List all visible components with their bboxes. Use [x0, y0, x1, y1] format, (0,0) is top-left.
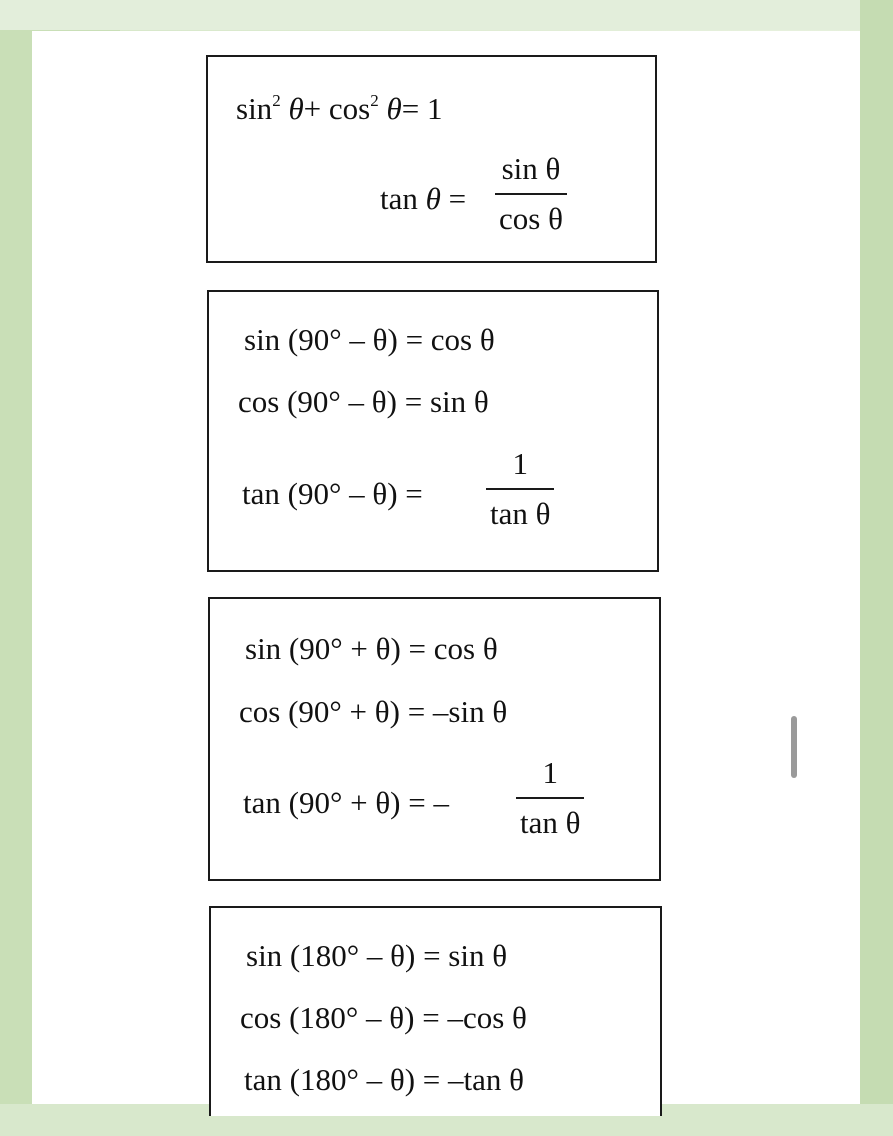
theta-symbol: θ — [386, 91, 402, 126]
sin-90-plus-identity: sin (90° + θ) = cos θ — [245, 631, 498, 666]
tan-180-minus-identity: tan (180° – θ) = –tan θ — [244, 1062, 524, 1097]
exponent: 2 — [272, 91, 281, 110]
tan-90-plus-lhs: tan (90° + θ) = – — [243, 785, 449, 820]
sin-180-minus-identity: sin (180° – θ) = sin θ — [246, 938, 508, 973]
scrollbar-thumb[interactable] — [791, 716, 797, 778]
fraction-denominator: cos θ — [499, 201, 563, 236]
fraction-bar — [516, 797, 584, 799]
cos-text: + cos — [303, 91, 371, 126]
fraction-bar — [495, 193, 567, 195]
background-top-panel — [0, 0, 893, 30]
cos-90-plus-identity: cos (90° + θ) = –sin θ — [239, 694, 508, 729]
fraction-numerator: 1 — [542, 755, 558, 790]
fraction-numerator: sin θ — [501, 151, 561, 186]
tan-text: tan — [380, 181, 426, 216]
exponent: 2 — [370, 91, 379, 110]
document-sheet — [32, 31, 860, 1104]
cos-180-minus-identity: cos (180° – θ) = –cos θ — [240, 1000, 527, 1035]
identity-box-supplement-90 — [208, 597, 661, 881]
equals-sign: = — [440, 181, 467, 216]
background-right-panel — [860, 0, 893, 1136]
tan-fraction — [495, 151, 567, 237]
equals-one: = 1 — [401, 91, 443, 126]
tan-complement-lhs: tan (90° – θ) = — [242, 476, 423, 511]
tan-90-plus-fraction — [516, 755, 584, 841]
sin-text: sin — [236, 91, 273, 126]
sin-complement-identity: sin (90° – θ) = cos θ — [244, 322, 495, 357]
fraction-numerator: 1 — [512, 446, 528, 481]
tan-identity-lhs — [380, 181, 466, 217]
theta-symbol: θ — [425, 181, 441, 216]
theta-symbol: θ — [288, 91, 304, 126]
identity-box-supplement-180 — [209, 906, 662, 1116]
tan-complement-fraction — [486, 446, 554, 532]
fraction-denominator: tan θ — [490, 496, 551, 531]
identity-box-pythagorean — [206, 55, 657, 263]
cos-complement-identity: cos (90° – θ) = sin θ — [238, 384, 489, 419]
fraction-bar — [486, 488, 554, 490]
fraction-denominator: tan θ — [520, 805, 581, 840]
identity-box-complementary — [207, 290, 659, 572]
pythagorean-identity — [236, 91, 442, 127]
